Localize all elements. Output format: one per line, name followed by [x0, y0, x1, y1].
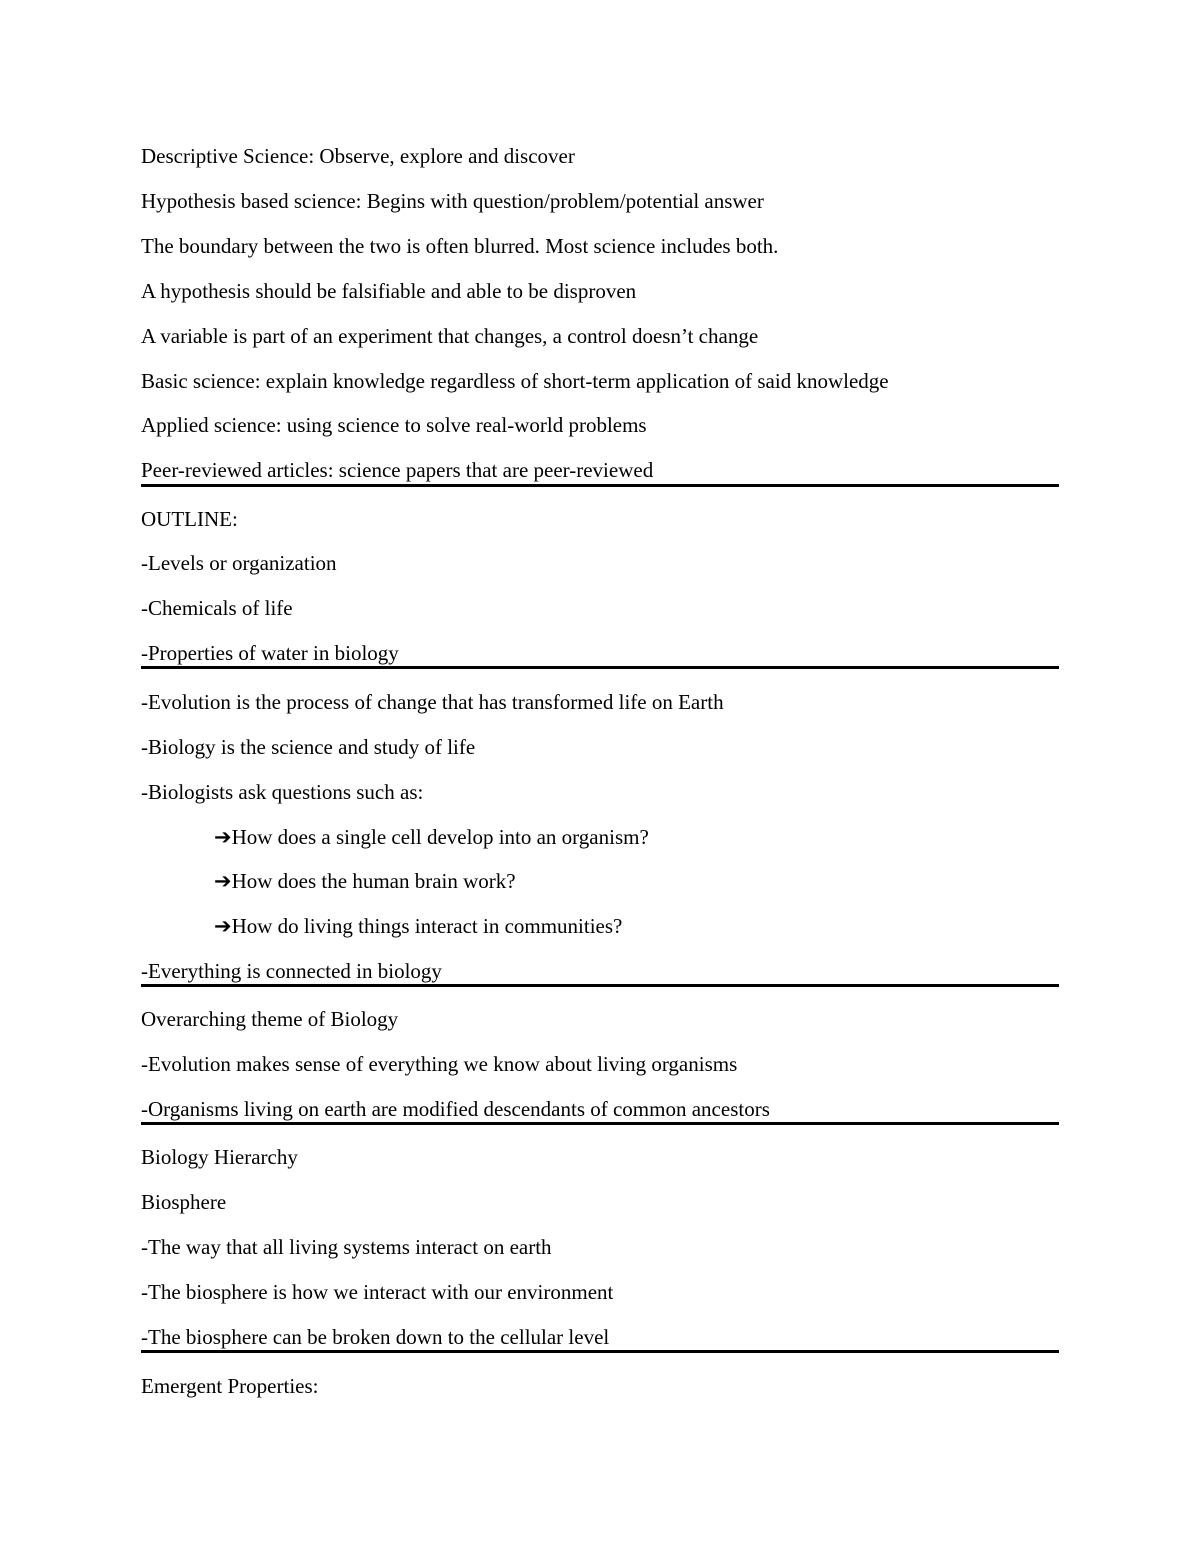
list-item: -The biosphere can be broken down to the cellular level: [141, 1325, 610, 1349]
section-heading: Overarching theme of Biology: [141, 1007, 399, 1031]
text-line: A hypothesis should be falsifiable and able to be disproven: [141, 279, 637, 303]
list-item: -Evolution makes sense of everything we know about living organisms: [141, 1052, 738, 1076]
text-line: Peer-reviewed articles: science papers that are peer-reviewed: [141, 458, 654, 482]
text-line: Basic science: explain knowledge regardless of short-term application of said knowledge: [141, 369, 889, 393]
section-divider: [141, 984, 1059, 987]
arrow-list-item: ➔How does the human brain work?: [214, 869, 516, 893]
arrow-list-item: ➔How do living things interact in communities?: [214, 914, 623, 938]
subheading: Biosphere: [141, 1190, 227, 1214]
text-line: Hypothesis based science: Begins with question/problem/potential answer: [141, 189, 764, 213]
section-heading: Biology Hierarchy: [141, 1145, 298, 1169]
section-divider: [141, 666, 1059, 669]
list-item: -Biologists ask questions such as:: [141, 780, 424, 804]
list-item: -The biosphere is how we interact with our environment: [141, 1280, 614, 1304]
arrow-list-item: ➔How does a single cell develop into an organism?: [214, 825, 649, 849]
outline-heading: OUTLINE:: [141, 507, 238, 531]
text-line: The boundary between the two is often blurred. Most science includes both.: [141, 234, 779, 258]
section-divider: [141, 484, 1059, 487]
list-item: -Properties of water in biology: [141, 641, 399, 665]
list-item: -Everything is connected in biology: [141, 959, 442, 983]
text-line: A variable is part of an experiment that changes, a control doesn’t change: [141, 324, 759, 348]
list-item: -Evolution is the process of change that has transformed life on Earth: [141, 690, 724, 714]
list-item: -Organisms living on earth are modified descendants of common ancestors: [141, 1097, 770, 1121]
section-divider: [141, 1122, 1059, 1125]
text-line: Applied science: using science to solve real-world problems: [141, 413, 647, 437]
text-line: Descriptive Science: Observe, explore and discover: [141, 144, 575, 168]
list-item: -Levels or organization: [141, 551, 337, 575]
section-divider: [141, 1350, 1059, 1353]
section-heading: Emergent Properties:: [141, 1374, 319, 1398]
list-item: -Biology is the science and study of life: [141, 735, 476, 759]
list-item: -Chemicals of life: [141, 596, 293, 620]
list-item: -The way that all living systems interact on earth: [141, 1235, 552, 1259]
